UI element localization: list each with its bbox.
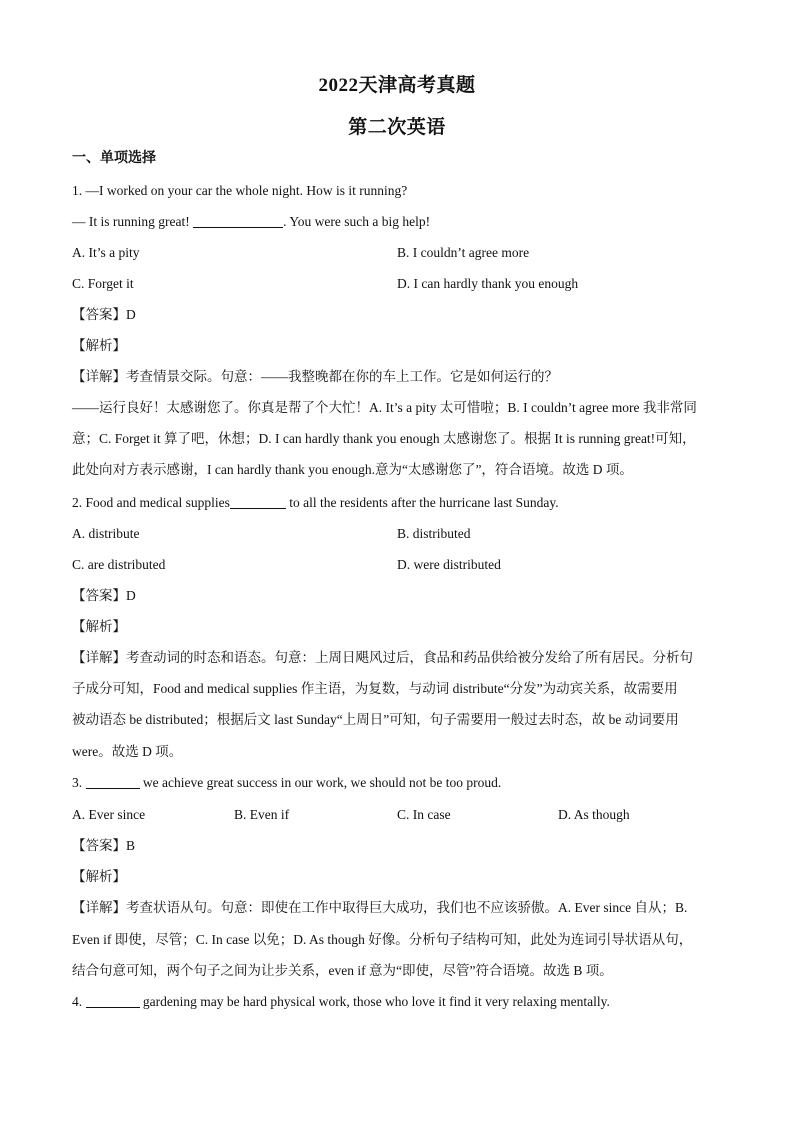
q1-option-d: D. I can hardly thank you enough	[397, 276, 579, 291]
q3-option-b: B. Even if	[234, 807, 290, 822]
q2-answer-blank	[230, 494, 286, 509]
q1-stem-line2	[72, 206, 722, 237]
q4-stem-part-a: 4.	[72, 994, 83, 1009]
q3-detail-line: 结合句意可知，两个句子之间为让步关系，even if 意为“即使，尽管”符合语境。故选 B 项。	[72, 963, 613, 978]
q2-option-b: B. distributed	[397, 526, 471, 541]
q2-detail-line: 【详解】考查动词的时态和语态。句意：上周日飓风过后，食品和药品供给被分发给了所有居民。分析句	[72, 650, 693, 665]
q1-detail-line: ——运行良好！太感谢您了。你真是帮了个大忙！A. It’s a pity 太可惜啦；B. I couldn’t agree more 我非常同	[72, 400, 697, 415]
q1-detail-line: 【详解】考查情景交际。句意：——我整晚都在你的车上工作。它是如何运行的？	[72, 369, 558, 384]
page-title: 2022天津高考真题	[318, 75, 476, 96]
q1-option-a: A. It’s a pity	[72, 245, 140, 260]
q2-detail-line: 被动语态 be distributed；根据后文 last Sunday“上周日”可知，句子需要用一般过去时态，故 be 动词要用	[72, 712, 679, 727]
q2-option-d: D. were distributed	[397, 557, 501, 572]
q3-option-a: A. Ever since	[72, 807, 146, 822]
q3-stem	[72, 767, 722, 798]
section-heading: 一、单项选择	[72, 151, 156, 166]
q3-answer: 【答案】B	[72, 838, 136, 853]
q1-option-b: B. I couldn’t agree more	[397, 245, 530, 260]
q4-stem	[72, 986, 722, 1017]
q2-analysis-label: 【解析】	[72, 619, 126, 634]
q1-detail-line: 此处向对方表示感谢，I can hardly thank you enough.意为“太感谢您了”，符合语境。故选 D 项。	[72, 462, 633, 477]
q3-stem-part-a: 3.	[72, 775, 83, 790]
q1-option-c: C. Forget it	[72, 276, 134, 291]
page-subtitle: 第二次英语	[348, 117, 446, 138]
q3-stem-part-b: we achieve great success in our work, we should not be too proud.	[139, 775, 502, 790]
q1-detail-line: 意；C. Forget it 算了吧，休想；D. I can hardly thank you enough 太感谢您了。根据 It is running great!可知，	[72, 431, 696, 446]
q3-detail-line: 【详解】考查状语从句。句意：即使在工作中取得巨大成功，我们也不应该骄傲。A. Ever since 自从；B.	[72, 900, 688, 915]
q3-option-c: C. In case	[397, 807, 451, 822]
q3-detail-line: Even if 即使，尽管；C. In case 以免；D. As though 好像。分析句子结构可知，此处为连词引导状语从句，	[72, 932, 693, 947]
q1-stem-part-a: — It is running great!	[72, 214, 190, 229]
q1-answer-blank	[193, 213, 283, 228]
q4-stem-part-b: gardening may be hard physical work, those who love it find it very relaxing mentally.	[139, 994, 610, 1009]
q2-stem-part-b: to all the residents after the hurricane last Sunday.	[285, 495, 559, 510]
q2-answer: 【答案】D	[72, 588, 136, 603]
q3-analysis-label: 【解析】	[72, 869, 126, 884]
q1-answer: 【答案】D	[72, 307, 136, 322]
q4-answer-blank	[86, 993, 140, 1008]
q2-stem-part-a: 2. Food and medical supplies	[72, 495, 230, 510]
q1-stem-part-b: . You were such a big help!	[283, 214, 431, 229]
q1-analysis-label: 【解析】	[72, 338, 126, 353]
q3-answer-blank	[86, 774, 140, 789]
q2-option-c: C. are distributed	[72, 557, 166, 572]
q3-option-d: D. As though	[558, 807, 630, 822]
q1-stem-line1: 1. —I worked on your car the whole night. How is it running?	[72, 183, 408, 198]
q2-stem	[72, 487, 722, 518]
q2-detail-line: were。故选 D 项。	[72, 744, 183, 759]
q2-option-a: A. distribute	[72, 526, 140, 541]
q2-detail-line: 子成分可知，Food and medical supplies 作主语，为复数，与动词 distribute“分发”为动宾关系，故需要用	[72, 681, 678, 696]
